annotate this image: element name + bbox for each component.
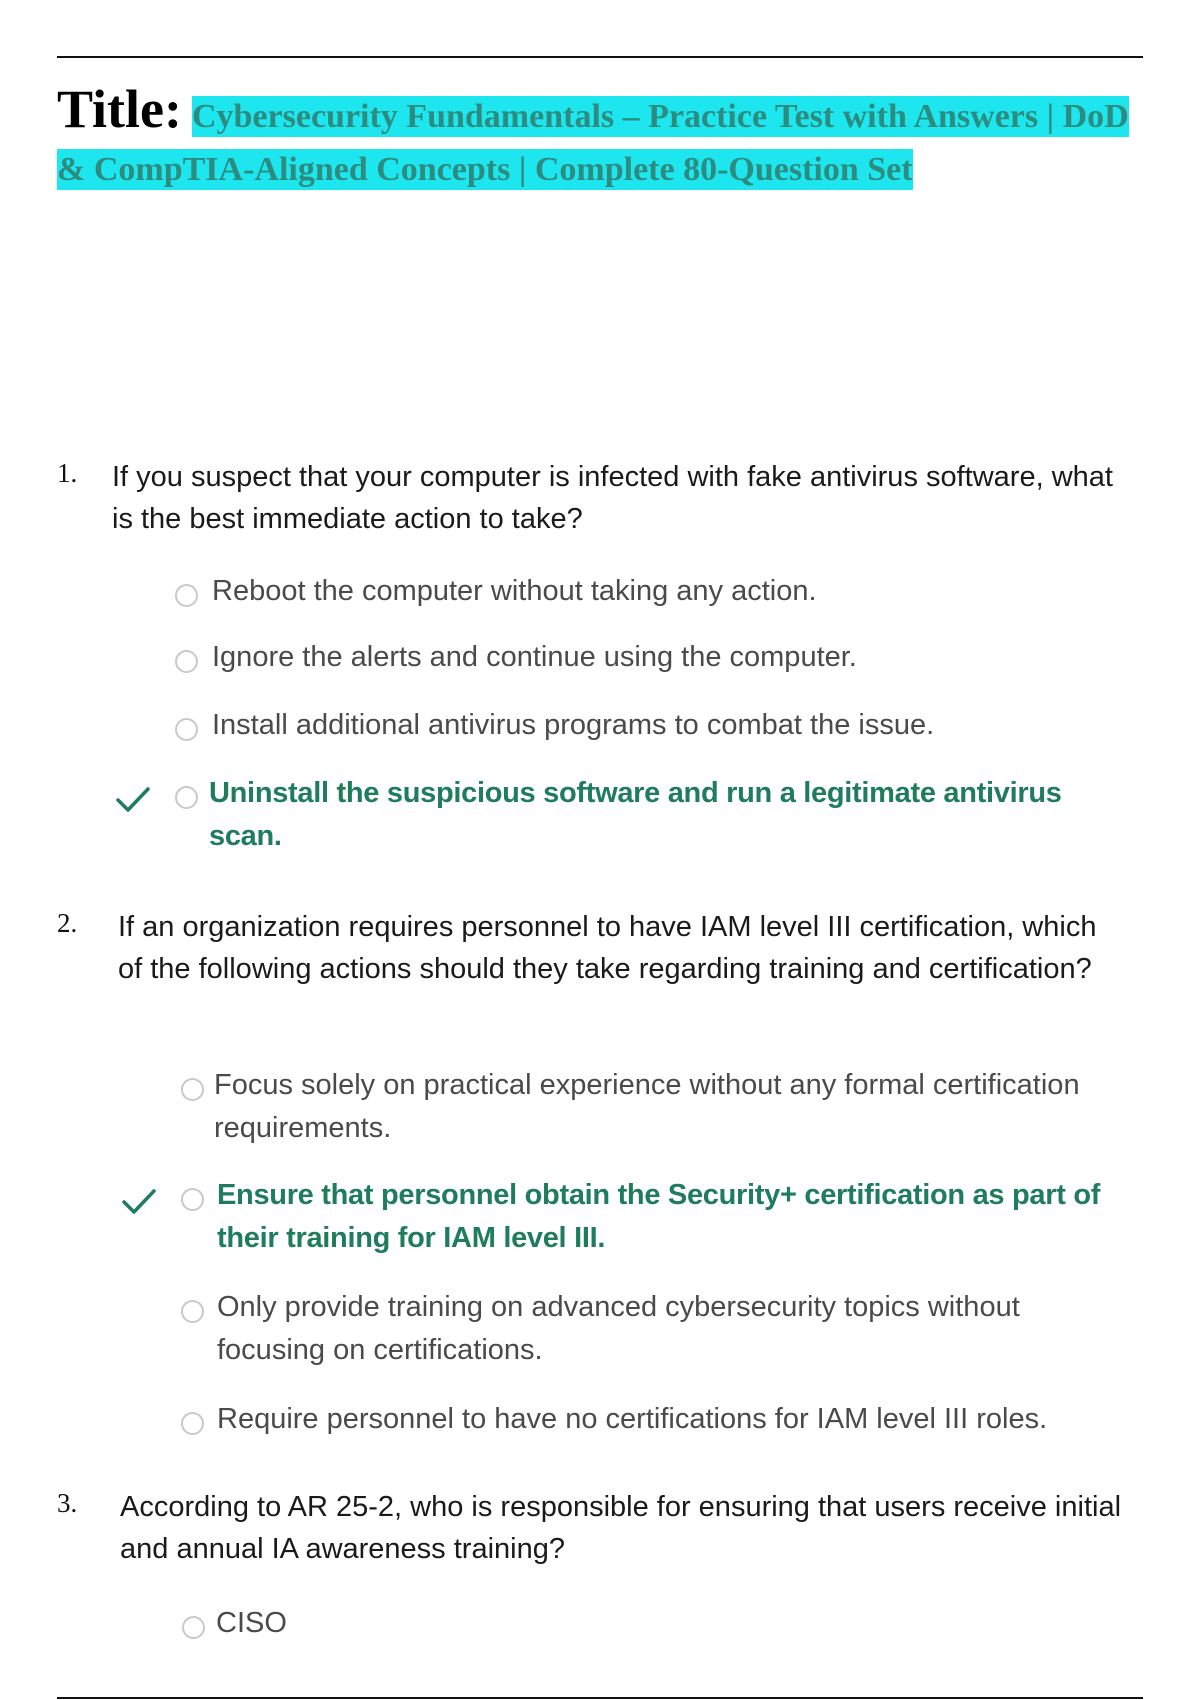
question-number: 2. (57, 908, 78, 938)
answer-option[interactable] (212, 704, 1112, 747)
question-text: If an organization requires personnel to have IAM level III certification, which of the following actions should they take regarding training and certification? (118, 911, 1097, 985)
checkmark-icon (115, 786, 151, 814)
answer-option-text: Uninstall the suspicious software and run a legitimate antivirus scan. (209, 777, 1062, 852)
answer-option-text: CISO (216, 1607, 287, 1639)
radio-circle-icon[interactable] (181, 1300, 204, 1323)
answer-option[interactable] (212, 570, 1112, 613)
title-text: Cybersecurity Fundamentals – Practice Test with Answers | DoD & CompTIA-Aligned Concepts | Complete 80-Question Set (57, 98, 1129, 188)
radio-circle-icon[interactable] (175, 650, 198, 673)
answer-option[interactable] (212, 636, 1112, 679)
radio-circle-icon[interactable] (181, 1188, 204, 1211)
answer-option-text: Ensure that personnel obtain the Security+ certification as part of their training for IAM level III. (217, 1179, 1101, 1254)
answer-option-text: Install additional antivirus programs to combat the issue. (212, 709, 935, 741)
question-text: If you suspect that your computer is infected with fake antivirus software, what is the best immediate action to take? (112, 461, 1113, 535)
title-label: Title: (57, 79, 182, 139)
radio-circle-icon[interactable] (182, 1616, 205, 1639)
correct-answer-option[interactable] (217, 1174, 1117, 1260)
top-rule (57, 56, 1143, 58)
answer-option[interactable] (217, 1286, 1117, 1372)
question-number: 3. (57, 1488, 78, 1518)
question-3 (57, 1486, 1147, 1666)
radio-circle-icon[interactable] (181, 1412, 204, 1435)
checkmark-icon (121, 1188, 157, 1216)
answer-option[interactable] (214, 1064, 1084, 1150)
answer-option[interactable] (216, 1602, 816, 1645)
answer-option-text: Require personnel to have no certifications for IAM level III roles. (217, 1403, 1048, 1435)
answer-option-text: Focus solely on practical experience without any formal certification requirements. (214, 1069, 1080, 1144)
question-2 (57, 906, 1147, 1446)
answer-option-text: Ignore the alerts and continue using the computer. (212, 641, 857, 673)
answer-option-text: Only provide training on advanced cybersecurity topics without focusing on certifications. (217, 1291, 1020, 1366)
answer-option-text: Reboot the computer without taking any action. (212, 575, 817, 607)
radio-circle-icon[interactable] (175, 718, 198, 741)
question-number: 1. (57, 458, 78, 488)
correct-answer-option[interactable] (209, 772, 1109, 858)
question-text: According to AR 25-2, who is responsible for ensuring that users receive initial and annual IA awareness training? (120, 1491, 1122, 1565)
bottom-rule (57, 1697, 1143, 1699)
radio-circle-icon[interactable] (175, 584, 198, 607)
radio-circle-icon[interactable] (181, 1078, 204, 1101)
radio-circle-icon[interactable] (175, 786, 198, 809)
question-1 (57, 456, 1147, 876)
answer-option[interactable] (217, 1398, 1157, 1441)
document-title (57, 79, 1147, 199)
